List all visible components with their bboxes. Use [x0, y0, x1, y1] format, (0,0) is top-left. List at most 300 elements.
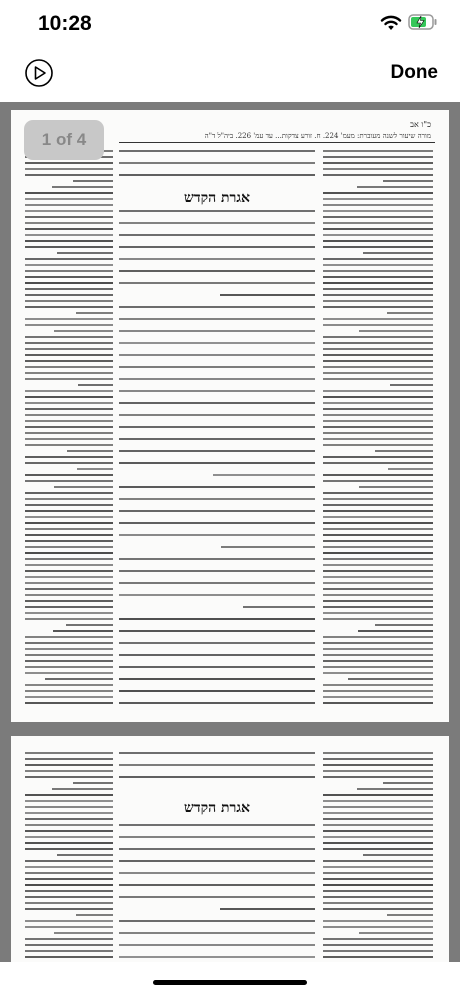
text-line — [119, 836, 315, 838]
text-line — [25, 336, 113, 338]
text-line — [119, 246, 315, 248]
text-line — [323, 600, 433, 602]
text-line — [323, 396, 433, 398]
text-line — [323, 920, 433, 922]
text-line — [119, 414, 315, 416]
text-line — [323, 552, 433, 554]
text-line — [25, 666, 113, 668]
text-line — [323, 336, 433, 338]
text-line — [25, 672, 113, 674]
text-line — [323, 752, 433, 754]
text-line — [323, 636, 433, 638]
document-page-1 — [11, 110, 449, 722]
text-line — [25, 228, 113, 230]
text-line — [119, 342, 315, 344]
text-line — [25, 516, 113, 518]
text-line — [119, 944, 315, 946]
text-line — [323, 794, 433, 796]
text-line — [25, 872, 113, 874]
battery-charging-icon — [408, 14, 438, 30]
text-line — [25, 582, 113, 584]
text-line — [323, 818, 433, 820]
text-column-right — [323, 150, 433, 706]
text-line — [323, 860, 433, 862]
text-line — [323, 480, 433, 482]
text-line — [119, 390, 315, 392]
text-line — [323, 438, 433, 440]
text-line — [78, 384, 113, 386]
text-line — [25, 456, 113, 458]
text-line — [25, 588, 113, 590]
text-line — [25, 306, 113, 308]
text-line — [119, 162, 315, 164]
text-line — [119, 860, 315, 862]
text-line — [25, 956, 113, 958]
text-line — [25, 258, 113, 260]
text-line — [323, 408, 433, 410]
navigation-bar — [0, 46, 460, 102]
text-line — [119, 258, 315, 260]
text-line — [25, 420, 113, 422]
text-line — [25, 884, 113, 886]
text-line — [25, 522, 113, 524]
text-line — [57, 252, 113, 254]
text-line — [323, 162, 433, 164]
text-line — [323, 702, 433, 704]
text-line — [25, 648, 113, 650]
text-line — [323, 378, 433, 380]
text-line — [323, 204, 433, 206]
text-line — [25, 240, 113, 242]
text-line — [25, 390, 113, 392]
text-line — [323, 516, 433, 518]
text-line — [119, 654, 315, 656]
text-line — [323, 588, 433, 590]
text-line — [25, 576, 113, 578]
text-line — [54, 932, 113, 934]
text-line — [119, 690, 315, 692]
text-line — [119, 642, 315, 644]
text-line — [25, 276, 113, 278]
text-line — [119, 330, 315, 332]
text-line — [323, 654, 433, 656]
text-line — [25, 606, 113, 608]
text-line — [323, 764, 433, 766]
text-line — [323, 648, 433, 650]
text-line — [25, 324, 113, 326]
text-line — [323, 366, 433, 368]
text-line — [25, 944, 113, 946]
text-line — [25, 866, 113, 868]
text-line — [53, 630, 113, 632]
home-indicator — [153, 980, 307, 985]
text-line — [25, 812, 113, 814]
document-page-2 — [11, 736, 449, 962]
text-column-center — [119, 150, 315, 706]
text-line — [323, 222, 433, 224]
done-button[interactable]: Done — [390, 62, 438, 83]
text-line — [67, 450, 113, 452]
text-line — [73, 180, 113, 182]
document-viewer[interactable] — [0, 102, 460, 962]
text-line — [119, 666, 315, 668]
text-line — [119, 222, 315, 224]
text-line — [119, 678, 315, 680]
text-line — [358, 630, 433, 632]
text-line — [25, 696, 113, 698]
text-line — [323, 414, 433, 416]
text-line — [25, 654, 113, 656]
text-line — [25, 776, 113, 778]
text-line — [119, 630, 315, 632]
text-line — [119, 510, 315, 512]
text-line — [119, 582, 315, 584]
text-line — [25, 360, 113, 362]
text-line — [119, 764, 315, 766]
text-line — [25, 848, 113, 850]
text-column-right — [323, 752, 433, 962]
text-line — [25, 282, 113, 284]
text-line — [25, 950, 113, 952]
status-time: 10:28 — [38, 12, 92, 35]
text-line — [323, 540, 433, 542]
text-line — [323, 282, 433, 284]
text-line — [323, 836, 433, 838]
text-line — [25, 920, 113, 922]
text-line — [119, 776, 315, 778]
text-line — [220, 294, 315, 296]
text-line — [119, 426, 315, 428]
text-line — [25, 222, 113, 224]
text-line — [119, 752, 315, 754]
text-line — [323, 758, 433, 760]
text-line — [25, 198, 113, 200]
text-line — [25, 318, 113, 320]
text-line — [323, 926, 433, 928]
text-line — [119, 534, 315, 536]
text-line — [323, 150, 433, 152]
text-line — [323, 872, 433, 874]
text-line — [323, 606, 433, 608]
text-line — [25, 770, 113, 772]
text-line — [323, 168, 433, 170]
text-line — [25, 264, 113, 266]
text-line — [388, 468, 433, 470]
text-line — [25, 246, 113, 248]
text-line — [25, 408, 113, 410]
text-line — [323, 360, 433, 362]
text-line — [323, 884, 433, 886]
text-line — [25, 896, 113, 898]
text-line — [25, 902, 113, 904]
text-line — [25, 836, 113, 838]
text-column-left — [25, 150, 113, 706]
text-line — [323, 318, 433, 320]
text-line — [25, 764, 113, 766]
text-line — [119, 932, 315, 934]
text-line — [323, 234, 433, 236]
text-line — [359, 330, 433, 332]
text-line — [323, 684, 433, 686]
text-line — [323, 270, 433, 272]
text-line — [323, 324, 433, 326]
text-line — [359, 486, 433, 488]
text-line — [119, 570, 315, 572]
text-line — [323, 842, 433, 844]
running-header: כ"ו אב — [410, 120, 431, 129]
page-counter: 1 of 4 — [24, 120, 104, 160]
text-line — [25, 480, 113, 482]
text-line — [25, 860, 113, 862]
text-line — [25, 800, 113, 802]
text-line — [119, 522, 315, 524]
text-line — [323, 672, 433, 674]
text-line — [52, 186, 113, 188]
text-line — [119, 498, 315, 500]
text-line — [119, 366, 315, 368]
text-line — [25, 806, 113, 808]
text-line — [323, 800, 433, 802]
text-line — [323, 444, 433, 446]
text-line — [383, 782, 433, 784]
text-line — [25, 878, 113, 880]
text-line — [323, 896, 433, 898]
text-line — [323, 642, 433, 644]
text-line — [25, 842, 113, 844]
text-line — [323, 456, 433, 458]
text-line — [323, 246, 433, 248]
text-line — [25, 794, 113, 796]
text-line — [363, 252, 433, 254]
text-line — [25, 684, 113, 686]
text-line — [25, 474, 113, 476]
text-line — [323, 420, 433, 422]
text-line — [25, 636, 113, 638]
text-line — [323, 504, 433, 506]
text-line — [357, 788, 433, 790]
text-line — [357, 186, 433, 188]
text-line — [25, 926, 113, 928]
text-line — [119, 872, 315, 874]
text-line — [25, 510, 113, 512]
text-line — [323, 576, 433, 578]
text-line — [323, 210, 433, 212]
text-line — [119, 210, 315, 212]
text-line — [25, 162, 113, 164]
text-line — [25, 444, 113, 446]
text-line — [390, 384, 433, 386]
text-line — [25, 192, 113, 194]
text-line — [119, 896, 315, 898]
text-line — [323, 950, 433, 952]
text-line — [119, 282, 315, 284]
text-line — [387, 914, 433, 916]
text-line — [25, 528, 113, 530]
text-line — [119, 450, 315, 452]
text-line — [375, 624, 433, 626]
text-line — [323, 294, 433, 296]
play-button-icon[interactable] — [24, 58, 54, 88]
status-bar — [0, 0, 460, 46]
text-line — [25, 600, 113, 602]
text-line — [323, 522, 433, 524]
text-line — [119, 378, 315, 380]
text-line — [25, 396, 113, 398]
text-column-left — [25, 752, 113, 962]
text-line — [387, 312, 433, 314]
text-line — [323, 956, 433, 958]
text-line — [323, 830, 433, 832]
text-line — [25, 752, 113, 754]
text-line — [25, 618, 113, 620]
text-line — [323, 558, 433, 560]
text-line — [119, 402, 315, 404]
text-line — [323, 848, 433, 850]
text-line — [25, 642, 113, 644]
text-line — [243, 606, 315, 608]
text-line — [25, 168, 113, 170]
text-line — [323, 806, 433, 808]
text-line — [25, 402, 113, 404]
text-line — [323, 432, 433, 434]
text-line — [25, 570, 113, 572]
text-line — [25, 270, 113, 272]
text-line — [323, 812, 433, 814]
text-line — [323, 474, 433, 476]
text-line — [77, 468, 113, 470]
text-line — [119, 150, 315, 152]
text-line — [119, 318, 315, 320]
text-line — [25, 938, 113, 940]
text-line — [25, 234, 113, 236]
text-line — [25, 432, 113, 434]
text-line — [25, 300, 113, 302]
text-line — [323, 666, 433, 668]
text-line — [323, 498, 433, 500]
section-title: אגרת הקדש — [183, 190, 251, 206]
text-line — [119, 438, 315, 440]
text-line — [119, 174, 315, 176]
text-line — [323, 902, 433, 904]
text-line — [323, 534, 433, 536]
section-title: אגרת הקדש — [183, 800, 251, 816]
text-line — [323, 528, 433, 530]
text-line — [25, 372, 113, 374]
text-line — [323, 264, 433, 266]
text-line — [57, 854, 113, 856]
text-line — [25, 908, 113, 910]
text-line — [25, 612, 113, 614]
text-line — [119, 702, 315, 704]
text-line — [54, 330, 113, 332]
text-line — [66, 624, 113, 626]
text-line — [119, 462, 315, 464]
text-line — [323, 776, 433, 778]
text-line — [25, 294, 113, 296]
text-line — [25, 366, 113, 368]
text-line — [119, 354, 315, 356]
text-line — [25, 174, 113, 176]
text-line — [323, 300, 433, 302]
text-line — [323, 824, 433, 826]
text-line — [323, 570, 433, 572]
text-line — [323, 690, 433, 692]
text-line — [25, 348, 113, 350]
text-line — [119, 884, 315, 886]
text-line — [76, 312, 113, 314]
text-line — [323, 866, 433, 868]
text-line — [25, 354, 113, 356]
text-line — [25, 426, 113, 428]
text-line — [119, 234, 315, 236]
text-line — [25, 378, 113, 380]
text-line — [323, 770, 433, 772]
text-line — [323, 492, 433, 494]
text-line — [119, 824, 315, 826]
text-line — [119, 594, 315, 596]
text-line — [119, 618, 315, 620]
text-line — [119, 848, 315, 850]
text-line — [323, 944, 433, 946]
text-line — [25, 546, 113, 548]
text-line — [45, 678, 113, 680]
text-line — [323, 660, 433, 662]
text-line — [119, 486, 315, 488]
text-line — [375, 450, 433, 452]
text-line — [25, 504, 113, 506]
text-line — [323, 908, 433, 910]
text-line — [25, 824, 113, 826]
text-line — [25, 660, 113, 662]
text-line — [323, 372, 433, 374]
text-line — [25, 462, 113, 464]
text-line — [25, 342, 113, 344]
text-line — [25, 702, 113, 704]
text-line — [25, 498, 113, 500]
text-line — [73, 782, 113, 784]
text-line — [25, 438, 113, 440]
text-line — [323, 198, 433, 200]
text-line — [25, 594, 113, 596]
text-line — [323, 878, 433, 880]
text-line — [323, 156, 433, 158]
text-line — [323, 348, 433, 350]
text-line — [323, 890, 433, 892]
text-line — [323, 192, 433, 194]
text-line — [383, 180, 433, 182]
text-line — [323, 546, 433, 548]
text-line — [323, 258, 433, 260]
text-line — [25, 690, 113, 692]
text-line — [323, 276, 433, 278]
text-line — [323, 618, 433, 620]
text-line — [323, 228, 433, 230]
text-line — [25, 818, 113, 820]
text-line — [323, 354, 433, 356]
text-line — [25, 564, 113, 566]
text-line — [25, 558, 113, 560]
text-line — [323, 462, 433, 464]
text-line — [119, 270, 315, 272]
header-rule — [119, 142, 435, 143]
text-line — [323, 564, 433, 566]
text-line — [323, 288, 433, 290]
text-line — [25, 890, 113, 892]
text-line — [25, 288, 113, 290]
text-line — [323, 306, 433, 308]
text-line — [220, 908, 315, 910]
text-line — [323, 612, 433, 614]
